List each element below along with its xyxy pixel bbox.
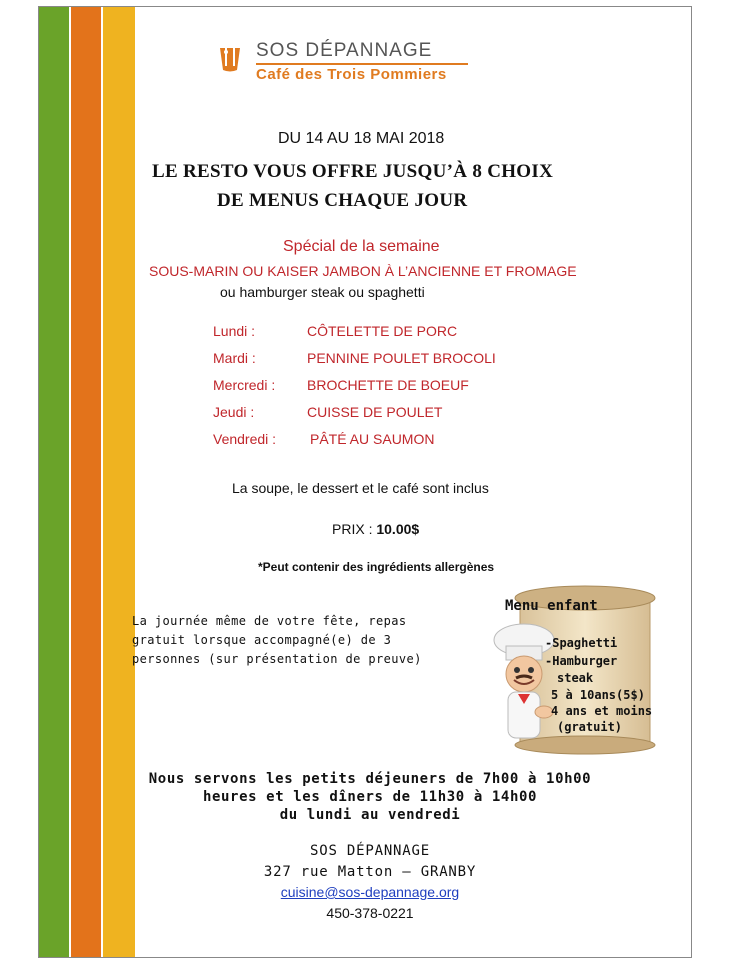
cup-utensils-icon [218,42,242,74]
included-items: La soupe, le dessert et le café sont inclus [232,480,489,496]
special-alternative: ou hamburger steak ou spaghetti [220,284,425,300]
special-title: Spécial de la semaine [283,238,440,255]
day-label: Mercredi : [213,377,276,393]
date-range: DU 14 AU 18 MAI 2018 [278,130,445,147]
contact-phone: 450-378-0221 [326,905,414,921]
day-label: Mardi : [213,350,256,366]
headline-line-1: LE RESTO VOUS OFFRE JUSQU’À 8 CHOIX [152,161,554,182]
day-dish: PÂTÉ AU SAUMON [310,431,435,447]
day-label: Jeudi : [213,404,255,420]
contact-address: 327 rue Matton – GRANBY [263,864,477,880]
birthday-offer: La journée même de votre fête, repas gratuit lorsque accompagné(e) de 3 personnes (sur présentation de preuve) [132,614,422,666]
headline-line-2: DE MENUS CHAQUE JOUR [217,190,468,211]
price-value: 10.00$ [376,521,420,537]
kids-menu-item: -Hamburger [545,654,618,668]
logo-title: SOS DÉPANNAGE [256,40,433,61]
kids-menu-price: 4 ans et moins [551,704,653,718]
kids-menu-title: Menu enfant [505,598,598,614]
allergen-note: *Peut contenir des ingrédients allergènes [258,560,495,574]
special-main: SOUS-MARIN OU KAISER JAMBON À L’ANCIENNE ET FROMAGE [149,263,577,279]
hours-line-1: Nous servons les petits déjeuners de 7h00 à 10h00 [148,771,592,787]
kids-menu-item: steak [557,671,594,685]
contact-email-link[interactable]: cuisine@sos-depannage.org [280,884,460,900]
price [332,521,419,537]
hours-line-2: heures et les dîners de 11h30 à 14h00 [202,789,538,805]
hours-line-3: du lundi au vendredi [279,807,461,823]
logo-subtitle: Café des Trois Pommiers [256,66,447,83]
kids-menu-price: (gratuit) [557,720,623,734]
logo-divider [256,63,468,65]
day-label: Lundi : [213,323,256,339]
kids-menu-item: -Spaghetti [545,636,618,650]
day-label: Vendredi : [213,431,277,447]
day-dish: PENNINE POULET BROCOLI [307,350,496,366]
green-stripe [39,7,69,957]
logo [218,36,518,86]
price-label: PRIX : [332,521,373,537]
day-dish: BROCHETTE DE BOEUF [307,377,469,393]
kids-menu-price: 5 à 10ans(5$) [551,688,645,702]
day-dish: CÔTELETTE DE PORC [307,323,458,339]
day-dish: CUISSE DE POULET [307,404,443,420]
contact-name: SOS DÉPANNAGE [310,843,430,859]
